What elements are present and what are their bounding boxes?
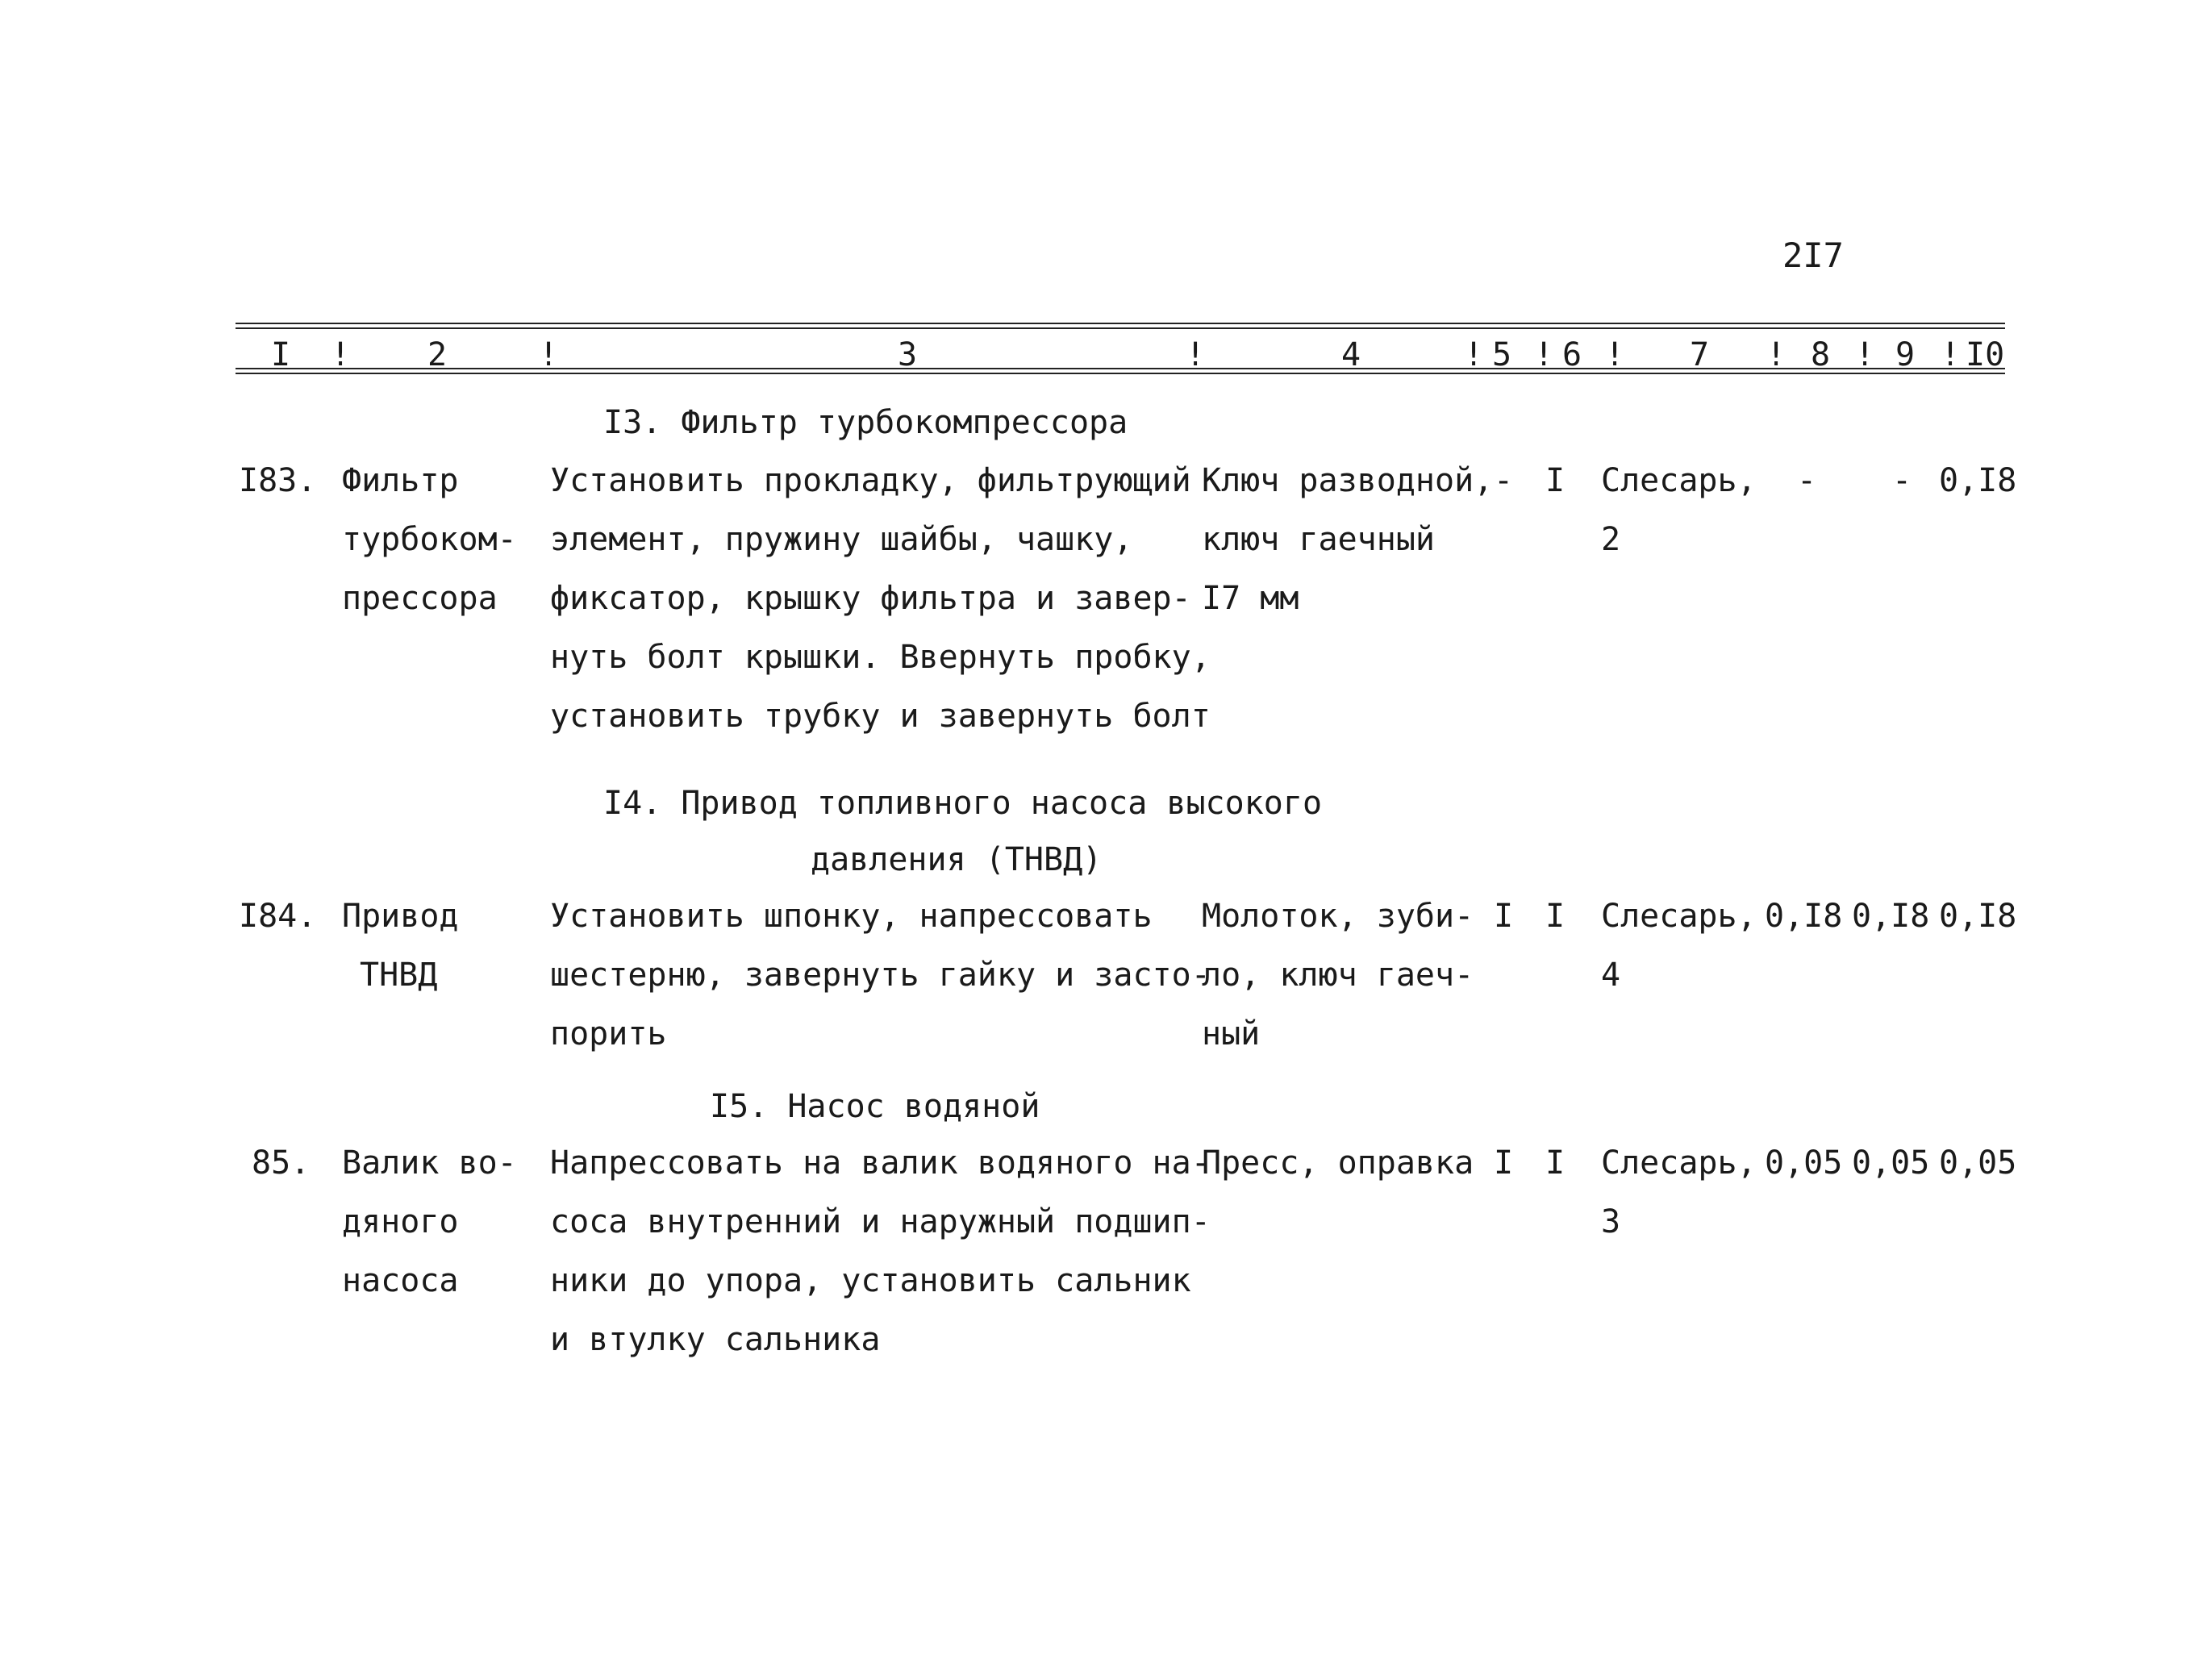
section-heading-continued: давления (ТНВД) (811, 841, 1103, 878)
col10-value: 0,I8 (1939, 462, 2017, 499)
operation-text (550, 452, 1211, 746)
table-header (0, 326, 2193, 371)
worker (1601, 452, 1757, 569)
header-sep: ! (1534, 336, 1554, 373)
col5-value: I (1494, 898, 1514, 935)
header-col-3: 3 (898, 336, 918, 373)
worker-grade: 4 (1601, 957, 1621, 994)
header-col-2: 2 (427, 336, 448, 373)
tools-line: I7 мм (1202, 580, 1299, 617)
tools (1202, 1134, 1474, 1193)
tools (1202, 887, 1474, 1064)
section-heading (603, 774, 1322, 833)
worker-line: Слесарь, (1601, 1144, 1757, 1182)
row-number: 85. (252, 1144, 311, 1182)
section-heading-line: I4. Привод топливного насоса высокого (603, 785, 1323, 822)
part-name (342, 452, 517, 628)
col8-value: - (1797, 462, 1817, 499)
worker-grade: 3 (1601, 1203, 1621, 1240)
part-name (342, 1134, 517, 1311)
header-col-6: 6 (1562, 336, 1582, 373)
operation-line: шестерню, завернуть гайку и засто- (550, 957, 1211, 994)
operation-line: нуть болт крышки. Ввернуть пробку, (550, 639, 1211, 676)
col9-value: 0,05 (1852, 1144, 1930, 1182)
header-col-10: I0 (1966, 336, 2005, 373)
operation-line: Установить шпонку, напрессовать (550, 898, 1153, 935)
tools-line: Молоток, зуби- (1202, 898, 1474, 935)
operation-line: Установить прокладку, фильтрующий (550, 462, 1191, 499)
header-sep: ! (1605, 336, 1625, 373)
header-col-7: 7 (1690, 336, 1710, 373)
header-sep: ! (1941, 336, 1961, 373)
header-sep: ! (1766, 336, 1787, 373)
row-number: I83. (239, 462, 317, 499)
operation-line: порить (550, 1015, 667, 1053)
col10-value: 0,I8 (1939, 898, 2017, 935)
section-heading-line: I5. Насос водяной (710, 1088, 1040, 1125)
header-sep: ! (1464, 336, 1484, 373)
worker (1601, 1134, 1757, 1252)
col5-value: - (1494, 462, 1514, 499)
header-sep: ! (331, 336, 351, 373)
operation-line: соса внутренний и наружный подшип- (550, 1203, 1211, 1240)
operation-line: и втулку сальника (550, 1321, 881, 1358)
operation-line: ники до упора, установить сальник (550, 1262, 1191, 1299)
header-bottom-rule (236, 368, 2005, 374)
header-col-9: 9 (1895, 336, 1916, 373)
col6-value: I (1545, 462, 1566, 499)
part-name-line: Валик во- (342, 1144, 517, 1182)
header-col-4: 4 (1341, 336, 1361, 373)
part-name-line: Привод (342, 898, 459, 935)
operation-line: фиксатор, крышку фильтра и завер- (550, 580, 1191, 617)
part-name-line: насоса (342, 1262, 459, 1299)
part-name-line: дяного (342, 1203, 459, 1240)
row-number: I84. (239, 898, 317, 935)
header-col-8: 8 (1811, 336, 1831, 373)
col6-value: I (1545, 1144, 1566, 1182)
tools-line: ный (1202, 1015, 1261, 1053)
part-name (342, 887, 459, 1005)
col9-value: - (1892, 462, 1912, 499)
operation-text (550, 887, 1211, 1064)
part-name-line: турбоком- (342, 521, 517, 558)
section-heading-line: I3. Фильтр турбокомпрессора (603, 404, 1128, 441)
operation-line: элемент, пружину шайбы, чашку, (550, 521, 1133, 558)
tools-line: ло, ключ гаеч- (1202, 957, 1474, 994)
tools (1202, 452, 1493, 628)
part-name-line: ТНВД (360, 957, 438, 994)
col6-value: I (1545, 898, 1566, 935)
section-heading (710, 1078, 1040, 1136)
col8-value: 0,05 (1765, 1144, 1843, 1182)
col5-value: I (1494, 1144, 1514, 1182)
tools-line: Ключ разводной, (1202, 462, 1494, 499)
worker-grade: 2 (1601, 521, 1621, 558)
operation-line: установить трубку и завернуть болт (550, 698, 1211, 735)
header-col-5: 5 (1492, 336, 1512, 373)
tools-line: ключ гаечный (1202, 521, 1435, 558)
part-name-line: прессора (342, 580, 498, 617)
part-name-line: Фильтр (342, 462, 459, 499)
header-sep: ! (1186, 336, 1206, 373)
worker (1601, 887, 1757, 1005)
operation-line: Напрессовать на валик водяного на- (550, 1144, 1211, 1182)
page-number: 2I7 (1782, 236, 1844, 275)
section-heading (603, 394, 1128, 452)
header-sep: ! (1855, 336, 1875, 373)
header-sep: ! (539, 336, 559, 373)
col10-value: 0,05 (1939, 1144, 2017, 1182)
col8-value: 0,I8 (1765, 898, 1843, 935)
col9-value: 0,I8 (1852, 898, 1930, 935)
tools-line: Пресс, оправка (1202, 1144, 1474, 1182)
worker-line: Слесарь, (1601, 898, 1757, 935)
operation-text (550, 1134, 1211, 1369)
worker-line: Слесарь, (1601, 462, 1757, 499)
header-col-1: I (271, 336, 291, 373)
